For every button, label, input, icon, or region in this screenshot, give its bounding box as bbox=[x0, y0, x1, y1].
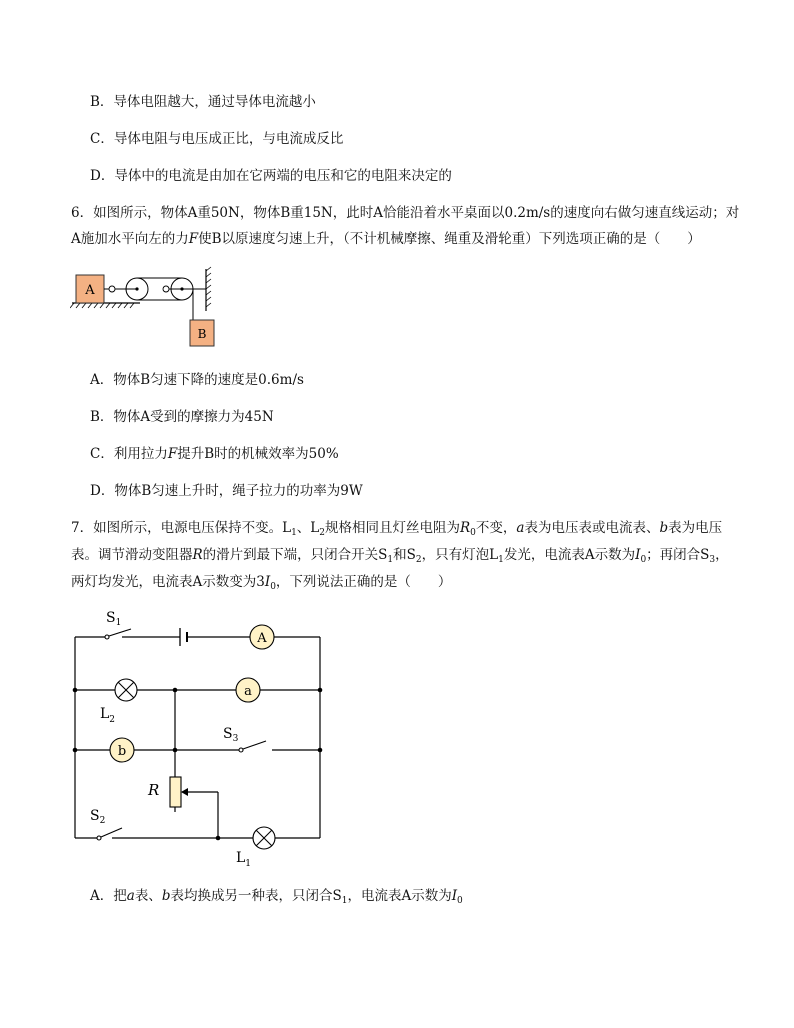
switch-s3 bbox=[239, 741, 266, 752]
rheostat-r-label: R bbox=[148, 781, 160, 799]
switch-s1-label: $S_1$ bbox=[106, 610, 122, 628]
q7-stem-line1: 7．如图所示，电源电压保持不变。$L_1$、$L_2$规格相同且灯丝电阻为$R_0$不变，a表为电压表或电流表、b表为电压 bbox=[71, 520, 723, 538]
q7-option-a: A．把a表、b表均换成另一种表，只闭合$S_1$，电流表A示数为$I_0$ bbox=[90, 888, 463, 906]
meter-b-label: b bbox=[117, 744, 127, 759]
q6-option-c: C．利用拉力F提升B时的机械效率为50% bbox=[90, 446, 339, 462]
q6-stem-line1: 6．如图所示，物体A重50N，物体B重15N，此时A恰能沿着水平桌面以0.2m/s的速度向右做匀速直线运动；对 bbox=[71, 205, 740, 221]
lamp-l2 bbox=[115, 679, 137, 701]
q6-stem-line2: A施加水平向左的力F使B以原速度匀速上升，（不计机械摩擦、绳重及滑轮重）下列选项正确的是（ ） bbox=[71, 231, 701, 247]
block-a-label: A bbox=[85, 283, 95, 298]
q7-stem-line3: 两灯均发光，电流表A示数变为$3I_0$，下列说法正确的是（ ） bbox=[71, 574, 452, 592]
meter-a-label: a bbox=[244, 684, 252, 699]
ammeter-a-label: A bbox=[257, 631, 267, 646]
q5-option-d: D．导体中的电流是由加在它两端的电压和它的电阻来决定的 bbox=[90, 168, 452, 184]
lamp-l2-label: $L_2$ bbox=[100, 706, 116, 725]
block-b-label: B bbox=[197, 327, 207, 341]
circuit-diagram bbox=[60, 600, 335, 875]
slider-arrow bbox=[181, 788, 188, 796]
q6-option-d: D．物体B匀速上升时，绳子拉力的功率为9W bbox=[90, 483, 363, 499]
switch-s2-label: $S_2$ bbox=[90, 808, 106, 826]
battery bbox=[180, 628, 187, 646]
q5-option-b: B．导体电阻越大，通过导体电流越小 bbox=[90, 94, 316, 110]
lamp-l1-label: $L_1$ bbox=[236, 850, 252, 869]
pulley-figure bbox=[70, 265, 220, 355]
switch-s3-label: $S_3$ bbox=[223, 726, 239, 744]
lamp-l1 bbox=[253, 827, 275, 849]
q6-option-a: A．物体B匀速下降的速度是0.6m/s bbox=[90, 372, 304, 388]
q7-stem-line2: 表。调节滑动变阻器R的滑片到最下端，只闭合开关$S_1$和$S_2$，只有灯泡$L_1$发光，电流表A示数为$I_0$；再闭合$S_3$， bbox=[71, 547, 729, 565]
rheostat-r bbox=[170, 777, 181, 807]
q6-option-b: B．物体A受到的摩擦力为45N bbox=[90, 409, 274, 425]
q5-option-c: C．导体电阻与电压成正比，与电流成反比 bbox=[90, 131, 344, 147]
